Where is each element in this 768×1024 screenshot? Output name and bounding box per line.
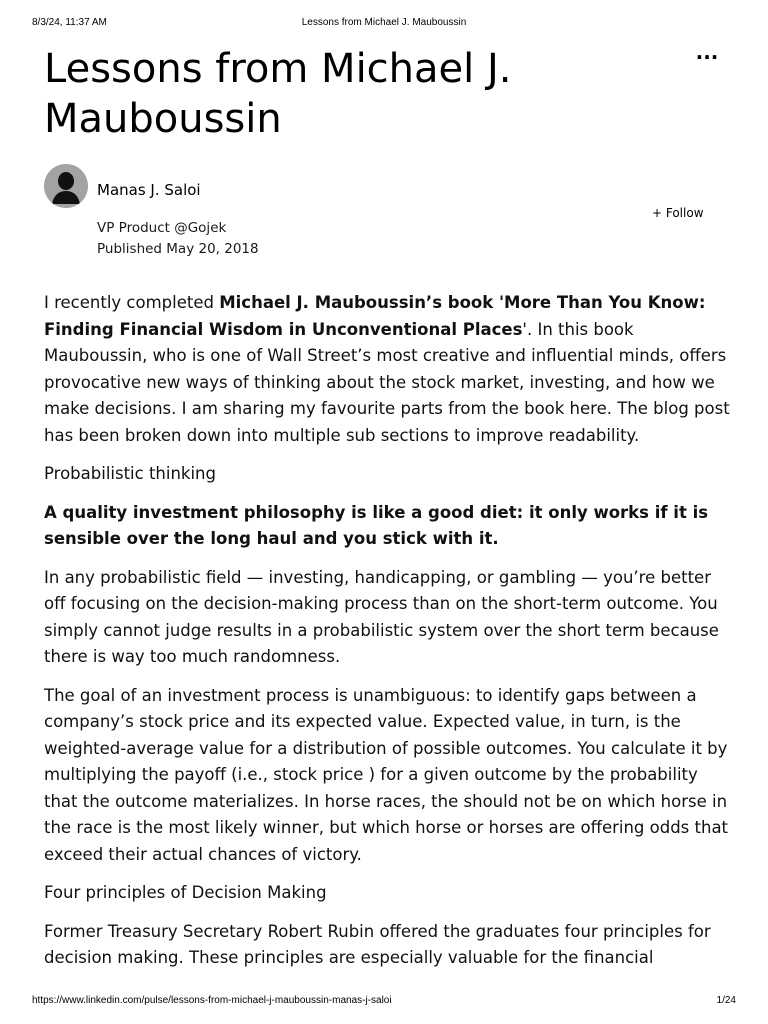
paragraph: Former Treasury Secretary Robert Rubin offered the graduates four principles for decision making. These principles are especially valuable for the financial — [44, 921, 711, 967]
author-headline: VP Product @Gojek — [97, 220, 227, 236]
published-date: Published May 20, 2018 — [97, 241, 259, 257]
print-footer — [32, 995, 736, 1007]
pull-quote: A quality investment philosophy is like a good diet: it only works if it is sensible over the long haul and you stick with it. — [44, 502, 709, 548]
more-options-button[interactable] — [694, 44, 720, 70]
person-silhouette-icon — [44, 164, 88, 208]
intro-suffix: '. In this book Mauboussin, who is one of Wall Street’s most creative and influential minds, offers provocative new ways of thinking about the stock market, investing, and how we make decisions. I am sharing my favourite parts from the book here. The blog post has been broken down into multiple sub sections to improve readability. — [44, 319, 730, 445]
section-heading-probabilistic: Probabilistic thinking — [44, 464, 216, 483]
more-horizontal-icon: ··· — [695, 45, 719, 69]
intro-paragraph — [44, 290, 734, 449]
print-page-number: 1/24 — [716, 995, 736, 1006]
follow-button[interactable]: + Follow — [652, 206, 704, 220]
article-title: Lessons from Michael J. Mauboussin — [44, 46, 512, 142]
print-datetime: 8/3/24, 11:37 AM — [32, 17, 107, 28]
author-name[interactable]: Manas J. Saloi — [97, 181, 201, 199]
paragraph: In any probabilistic field — investing, handicapping, or gambling — you’re better off focusing on the decision-making process than on the short-term outcome. You simply cannot judge results in a probabilistic system over the short term because there is way too much randomness. — [44, 567, 719, 666]
print-page-title: Lessons from Michael J. Mauboussin — [301, 17, 467, 28]
book-title: Michael J. Mauboussin’s book 'More Than You Know: Finding Financial Wisdom in Unconventional Places — [44, 293, 706, 339]
intro-prefix: I recently completed — [44, 293, 220, 312]
section-heading-decision-making: Four principles of Decision Making — [44, 883, 327, 902]
paragraph: The goal of an investment process is unambiguous: to identify gaps between a company’s stock price and its expected value. Expected value, in turn, is the weighted-average value for a distribution of possible outcomes. You calculate it by multiplying the payoff (i.e., stock price ) for a given outcome by the probability that the outcome materializes. In horse races, the should not be on which horse in the race is the most likely winner, but which horse or horses are offering odds that exceed their actual chances of victory. — [44, 685, 729, 864]
print-url[interactable]: https://www.linkedin.com/pulse/lessons-from-michael-j-mauboussin-manas-j-saloi — [32, 995, 392, 1006]
avatar[interactable] — [44, 164, 88, 208]
article-body — [44, 290, 734, 984]
print-header — [32, 17, 736, 29]
